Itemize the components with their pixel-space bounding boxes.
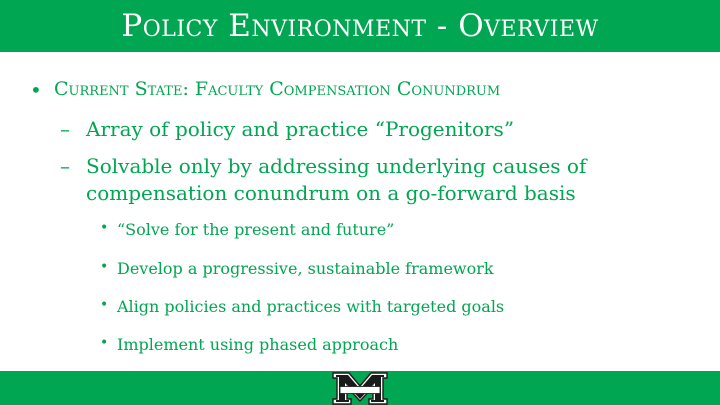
sub-bullet-2-text: Solvable only by addressing underlying causes of compensation conundrum on a go-forward basis — [86, 154, 587, 205]
bullet-dot-icon: • — [100, 259, 109, 275]
slide-title: Policy Environment - Overview — [121, 8, 599, 44]
bullet-dot-icon: • — [30, 78, 42, 102]
sub-sub-bullet-2-text: Develop a progressive, sustainable framework — [117, 259, 494, 278]
dash-icon: – — [60, 117, 70, 141]
bullet-dot-icon: • — [100, 220, 109, 236]
main-bullet-text: Current State: Faculty Compensation Conundrum — [54, 78, 501, 100]
sub-sub-bullet-1-text: “Solve for the present and future” — [117, 220, 395, 239]
sub-sub-bullet-3-text: Align policies and practices with targeted goals — [117, 297, 505, 316]
marshall-m-logo — [331, 372, 389, 405]
sub-sub-bullet-4-text: Implement using phased approach — [117, 335, 399, 354]
bullet-dot-icon: • — [100, 297, 109, 313]
sub-bullet-1 — [60, 116, 710, 143]
dash-icon: – — [60, 154, 70, 178]
sub-bullet-2 — [60, 153, 710, 207]
bullet-dot-icon: • — [100, 335, 109, 351]
sub-bullet-1-text: Array of policy and practice “Progenitors” — [86, 117, 515, 141]
